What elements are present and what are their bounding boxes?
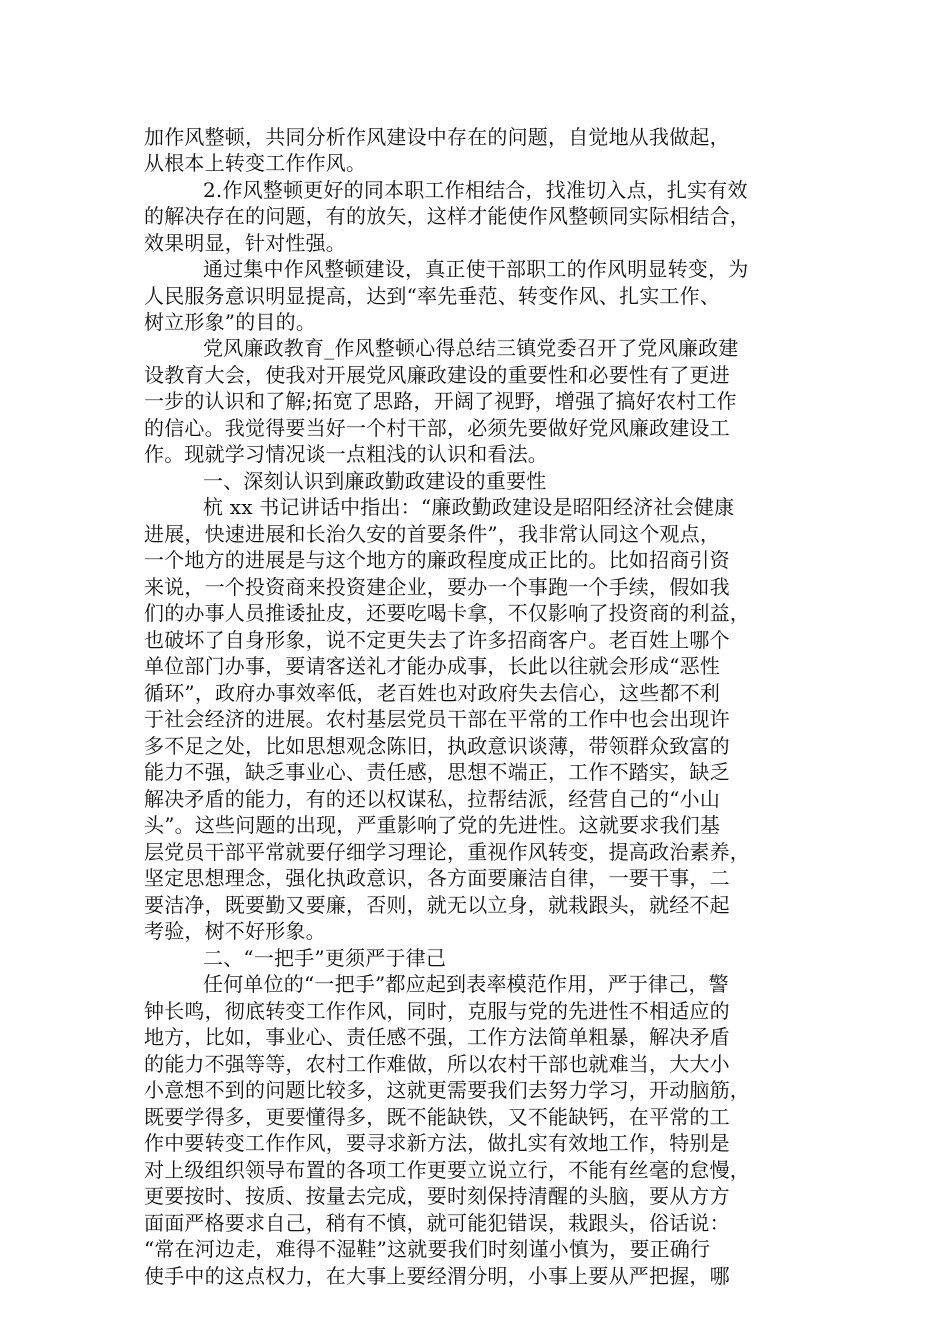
text-line: 党风廉政教育_作风整顿心得总结三镇党委召开了党风廉政建 xyxy=(203,336,739,360)
text-line: 考验，树不好形象。 xyxy=(144,919,326,943)
text-line: 小意想不到的问题比较多，这就更需要我们去努力学习，开动脑筋， xyxy=(144,1078,750,1102)
text-line: 使手中的这点权力，在大事上要经渭分明，小事上要从严把握，哪 xyxy=(144,1264,730,1288)
text-line: 面面严格要求自己，稍有不慎，就可能犯错误，栽跟头，俗话说： xyxy=(144,1211,730,1235)
text-line: 能力不强，缺乏事业心、责任感，思想不端正，工作不踏实，缺乏 xyxy=(144,760,730,784)
text-line: 地方，比如，事业心、责任感不强，工作方法简单粗暴，解决矛盾 xyxy=(144,1025,730,1049)
text-line: 树立形象”的目的。 xyxy=(144,310,317,334)
text-line: 既要学得多，更要懂得多，既不能缺铁，又不能缺钙，在平常的工 xyxy=(144,1105,730,1129)
text-line: 的信心。我觉得要当好一个村干部，必须先要做好党风廉政建设工 xyxy=(144,416,730,440)
text-line: 2.作风整顿更好的同本职工作相结合，找准切入点，扎实有效 xyxy=(203,178,748,202)
text-line: 也破坏了自身形象，说不定更失去了许多招商客户。老百姓上哪个 xyxy=(144,628,730,652)
text-line: 的解决存在的问题，有的放矢，这样才能使作风整顿同实际相结合， xyxy=(144,204,750,228)
text-line: 效果明显，针对性强。 xyxy=(144,231,346,255)
text-line: 作中要转变工作作风，要寻求新方法，做扎实有效地工作，特别是 xyxy=(144,1131,730,1155)
text-line: 进展，快速进展和长治久安的首要条件”，我非常认同这个观点， xyxy=(144,522,721,546)
text-line: 一个地方的进展是与这个地方的廉政程度成正比的。比如招商引资 xyxy=(144,548,730,572)
text-line: 更要按时、按质、按量去完成，要时刻保持清醒的头脑，要从方方 xyxy=(144,1184,730,1208)
text-line: 一步的认识和了解;拓宽了思路，开阔了视野，增强了搞好农村工作 xyxy=(144,389,737,413)
text-line: 于社会经济的进展。农村基层党员干部在平常的工作中也会出现许 xyxy=(144,707,730,731)
text-line: 的能力不强等等，农村工作难做，所以农村干部也就难当，大大小 xyxy=(144,1052,730,1076)
text-line: 们的办事人员推诿扯皮，还要吃喝卡拿，不仅影响了投资商的利益， xyxy=(144,601,750,625)
text-line: 单位部门办事，要请客送礼才能办成事，长此以往就会形成“恶性 xyxy=(144,654,721,678)
text-line: 作。现就学习情况谈一点粗浅的认识和看法。 xyxy=(144,442,548,466)
text-line: 通过集中作风整顿建设，真正使干部职工的作风明显转变，为 xyxy=(203,257,749,281)
text-line: 来说，一个投资商来投资建企业，要办一个事跑一个手续，假如我 xyxy=(144,575,730,599)
text-line: 要洁净，既要勤又要廉，否则，就无以立身，就栽跟头，就经不起 xyxy=(144,893,730,917)
text-line: 坚定思想理念，强化执政意识，各方面要廉洁自律，一要干事，二 xyxy=(144,866,730,890)
text-line: 解决矛盾的能力，有的还以权谋私，拉帮结派，经营自己的“小山 xyxy=(144,787,721,811)
text-line: 杭 xx 书记讲话中指出：“廉政勤政建设是昭阳经济社会健康 xyxy=(203,495,735,519)
text-line: 加作风整顿，共同分析作风建设中存在的问题，自觉地从我做起， xyxy=(144,125,730,149)
section-heading: 二、“一把手”更须严于律己 xyxy=(203,946,447,970)
text-line: 对上级组织领导布置的各项工作更要立说立行，不能有丝毫的怠慢， xyxy=(144,1158,750,1182)
text-line: 任何单位的“一把手”都应起到表率模范作用，严于律己，警 xyxy=(203,972,729,996)
text-line: 循环”，政府办事效率低，老百姓也对政府失去信心，这些都不利 xyxy=(144,681,721,705)
text-line: 人民服务意识明显提高，达到“率先垂范、转变作风、扎实工作、 xyxy=(144,284,721,308)
text-line: 层党员干部平常就要仔细学习理论，重视作风转变，提高政治素养， xyxy=(144,840,750,864)
text-line: 多不足之处，比如思想观念陈旧，执政意识谈薄，带领群众致富的 xyxy=(144,734,730,758)
text-line: 从根本上转变工作作风。 xyxy=(144,151,367,175)
text-line: 设教育大会，使我对开展党风廉政建设的重要性和必要性有了更进 xyxy=(144,363,730,387)
text-line: 钟长鸣，彻底转变工作作风，同时，克服与党的先进性不相适应的 xyxy=(144,999,730,1023)
text-line: “常在河边走，难得不湿鞋”这就要我们时刻谨小慎为，要正确行 xyxy=(144,1237,711,1261)
text-line: 头”。这些问题的出现，严重影响了党的先进性。这就要求我们基 xyxy=(144,813,721,837)
section-heading: 一、深刻认识到廉政勤政建设的重要性 xyxy=(203,469,547,493)
